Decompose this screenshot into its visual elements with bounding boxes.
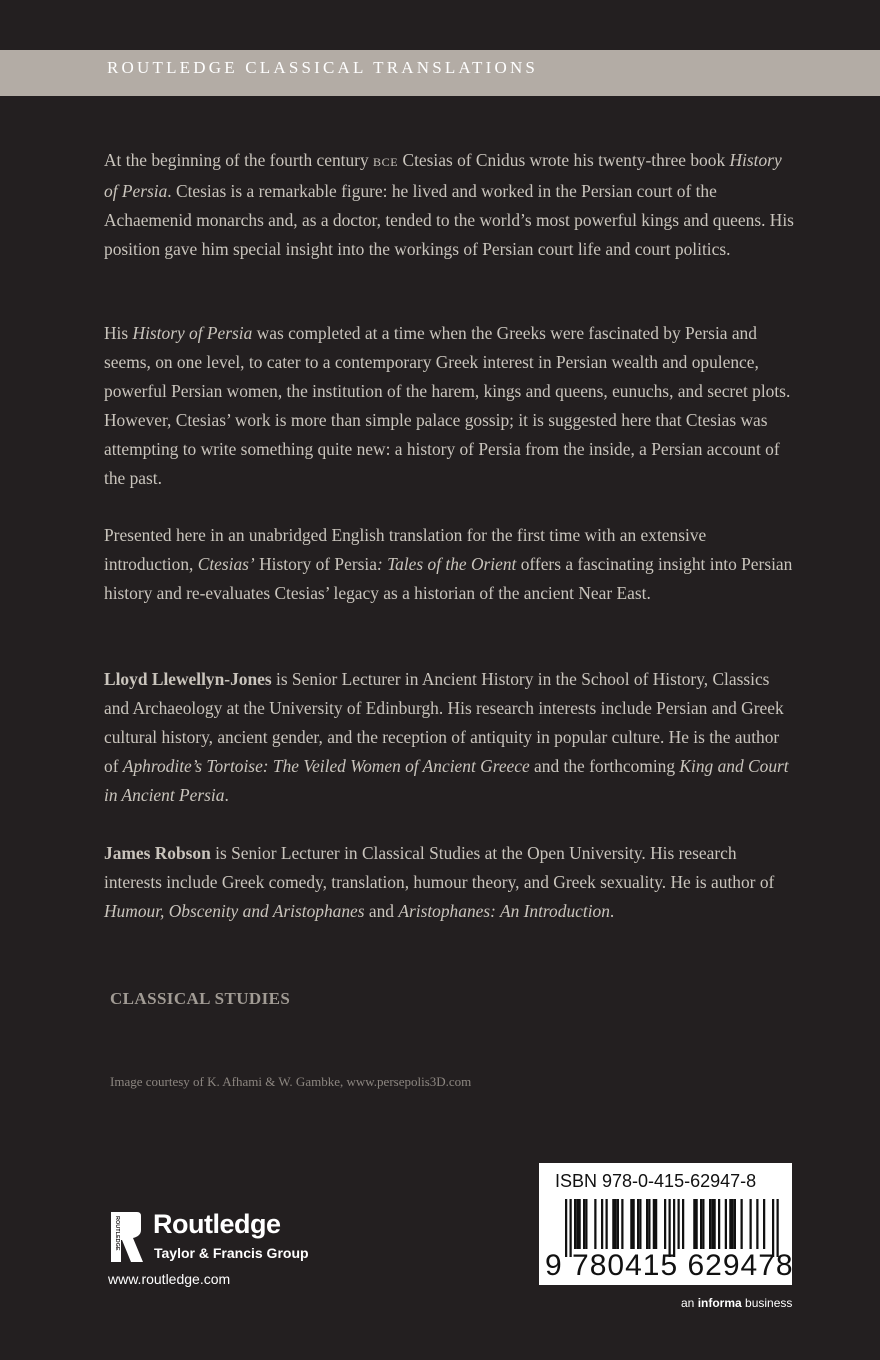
barcode-bar	[637, 1199, 639, 1249]
barcode-bar	[576, 1199, 578, 1249]
blurb-paragraph-3: Presented here in an unabridged English translation for the first time with an extensive introduction, Ctesias’ History of Persia: Tales of the Orient offers a fascinating insight into Persian history and re-evaluates Ctesias’ legacy as a historian of the ancient Near East.	[104, 525, 793, 603]
author-bio-2: James Robson is Senior Lecturer in Classical Studies at the Open University. His research interests include Greek comedy, translation, humour theory, and Greek sexuality. He is author of Humour, Obscenity and Aristophanes and Aristophanes: An Introduction.	[104, 843, 775, 921]
barcode-bar	[664, 1199, 666, 1249]
barcode-bar	[648, 1199, 650, 1249]
book-subtitle: : Tales of the Orient	[376, 554, 517, 574]
barcode-bar	[617, 1199, 619, 1249]
barcode-bar	[606, 1199, 608, 1249]
book-title: History of Persia	[132, 323, 253, 343]
barcode-bar	[579, 1199, 581, 1249]
series-band	[0, 50, 880, 96]
barcode-bar	[630, 1199, 632, 1249]
barcode-bar	[696, 1199, 698, 1249]
book-title: King and Court in Ancient Persia	[104, 756, 789, 805]
barcode-bar	[612, 1199, 614, 1249]
barcode-bar	[702, 1199, 704, 1249]
author-name: James Robson	[104, 843, 211, 863]
barcode-bar	[734, 1199, 736, 1249]
publisher-website: www.routledge.com	[108, 1271, 231, 1287]
barcode-bar	[646, 1199, 648, 1249]
barcode-bar	[621, 1199, 623, 1249]
barcode-bar	[741, 1199, 743, 1249]
barcode-bar	[714, 1199, 716, 1249]
barcode-bar	[763, 1199, 765, 1249]
book-title: Aphrodite’s Tortoise: The Veiled Women of Ancient Greece	[122, 756, 530, 776]
barcode-bar	[594, 1199, 596, 1249]
barcode-bar	[732, 1199, 734, 1249]
barcode-bar	[756, 1199, 758, 1249]
barcode-bar	[633, 1199, 635, 1249]
isbn-barcode	[539, 1163, 792, 1285]
book-title: History of Persia	[104, 150, 782, 201]
barcode-bar	[682, 1199, 684, 1249]
publisher-group: Taylor & Francis Group	[154, 1245, 309, 1261]
era-abbrev: BCE	[373, 155, 399, 169]
barcode-bar	[574, 1199, 576, 1249]
barcode-bar	[615, 1199, 617, 1249]
barcode-bar	[725, 1199, 727, 1249]
informa-tagline: an informa business	[681, 1296, 793, 1310]
barcode-bar	[585, 1199, 587, 1249]
barcode-bar	[750, 1199, 752, 1249]
book-title: Humour, Obscenity and Aristophanes	[104, 901, 365, 921]
barcode-bar	[678, 1199, 680, 1249]
barcode-bar	[583, 1199, 585, 1249]
barcode-bar	[639, 1199, 641, 1249]
book-title: Aristophanes: An Introduction	[398, 901, 610, 921]
barcode-bar	[693, 1199, 695, 1249]
image-credit: Image courtesy of K. Afhami & W. Gambke, www.persepolis3D.com	[110, 1074, 472, 1089]
barcode-bar	[655, 1199, 657, 1249]
routledge-logo-icon	[107, 1210, 147, 1264]
subject-category: CLASSICAL STUDIES	[110, 989, 291, 1008]
publisher-name: Routledge	[153, 1209, 281, 1239]
barcode-bar	[601, 1199, 603, 1249]
barcode-bar	[729, 1199, 731, 1249]
barcode-bar	[653, 1199, 655, 1249]
blurb-paragraph-1: At the beginning of the fourth century BCE Ctesias of Cnidus wrote his twenty-three book History of Persia. Ctesias is a remarkable figure: he lived and worked in the Persian court of the Achaemenid monarchs and, as a doctor, tended to the world’s most powerful kings and queens. His position gave him special insight into the workings of Persian court life and court politics.	[104, 150, 794, 259]
book-title-part: Ctesias’	[197, 554, 255, 574]
logo-mark-text: ROUTLEDGE	[114, 1216, 120, 1251]
author-bio-1: Lloyd Llewellyn-Jones is Senior Lecturer in Ancient History in the School of History, Classics and Archaeology at the University of Edinburgh. His research interests include Persian and Greek cultural history, ancient gender, and the reception of antiquity in popular culture. He is the author of Aphrodite’s Tortoise: The Veiled Women of Ancient Greece and the forthcoming King and Court in Ancient Persia.	[104, 669, 789, 805]
barcode-bar	[700, 1199, 702, 1249]
barcode-bar	[709, 1199, 711, 1249]
isbn-digits: 9 780415 629478	[545, 1249, 794, 1282]
author-name: Lloyd Llewellyn-Jones	[104, 669, 272, 689]
blurb-paragraph-2: His History of Persia was completed at a time when the Greeks were fascinated by Persia and seems, on one level, to cater to a contemporary Greek interest in Persian wealth and opulence, powerful Persian women, the institution of the harem, kings and queens, eunuchs, and secret plots. However, Ctesias’ work is more than simple palace gossip; it is suggested here that Ctesias was attempting to write something quite new: a history of Persia from the inside, a Persian account of the past.	[104, 323, 791, 488]
barcode-bar	[718, 1199, 720, 1249]
isbn-label: ISBN 978-0-415-62947-8	[555, 1171, 757, 1191]
informa-brand: informa	[697, 1296, 742, 1310]
series-title: ROUTLEDGE CLASSICAL TRANSLATIONS	[107, 58, 539, 77]
barcode-bar	[711, 1199, 713, 1249]
